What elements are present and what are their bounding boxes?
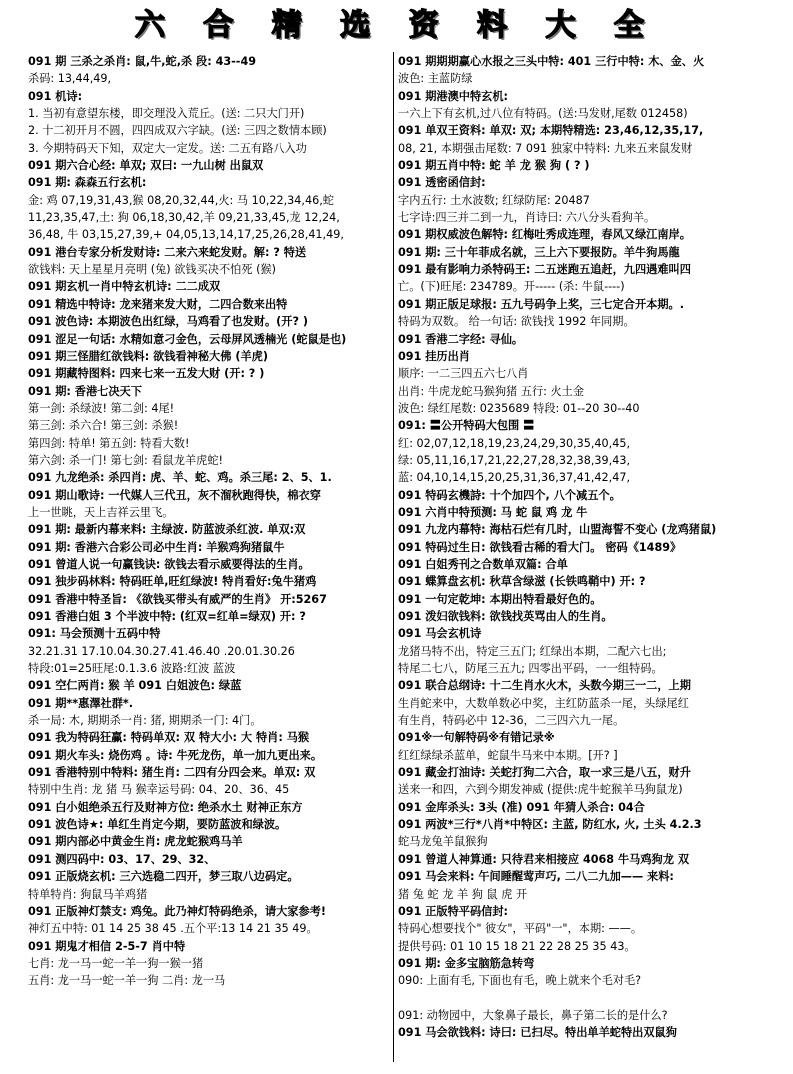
text-line: 第六剑: 杀一门! 第七剑: 看鼠龙羊虎蛇! [28, 453, 223, 467]
text-line: 091 蝶算盘玄机: 秋草含绿滋 (长铁鸣鞘中) 开: ? [398, 575, 646, 589]
text-line: 091 白姐秀刊之合数单双篇: 合单 [398, 557, 568, 571]
text-line: 一六上下有玄机,过八位有特码。(送:马发财,尾数 012458) [398, 107, 688, 121]
text-line: 091 期玄机一肖中特玄机诗: 二二成双 [28, 280, 221, 294]
text-line: 091 期藏特图料: 四来七来一五发大财 (开: ? ) [28, 367, 265, 381]
text-line: 绿: 05,11,16,17,21,22,27,28,32,38,39,43, [398, 453, 631, 467]
text-line: 091※一句解特码※有错记录※ [398, 731, 555, 745]
text-line: 红: 02,07,12,18,19,23,24,29,30,35,40,45, [398, 436, 631, 450]
text-line: 顺序: 一二三四五六七八肖 [398, 367, 529, 381]
text-line: 091 联合总纲诗: 十二生肖水火木，头数今期三一二，上期 [398, 679, 691, 693]
text-line: 特段:01=25旺尾:0.1.3.6 波路:红波 蓝波 [28, 662, 236, 676]
text-line: 七肖: 龙一马一蛇一羊一狗一猴一猪 [28, 956, 204, 970]
text-line: 有生肖，特码必中 12-36，二三四六九一尾。 [398, 714, 625, 728]
text-line: 091 六肖中特预测: 马 蛇 鼠 鸡 龙 牛 [398, 505, 588, 519]
text-line: 091 挂历出肖 [398, 349, 470, 363]
text-line: 091 金库杀头: 3头 (准) 091 年猜人杀合: 04合 [398, 800, 645, 814]
text-line: 091 泼妇欲钱料: 欲钱找英骂由人的生肖。 [398, 610, 613, 623]
text-line: 091 白小姐绝杀五行及财神方位: 绝杀水土 财神正东方 [28, 800, 303, 814]
text-line: 出肖: 牛虎龙蛇马猴狗猪 五行: 火土金 [398, 384, 585, 398]
text-line: 091: 〓公开特码大包围 〓 [398, 419, 535, 433]
text-line: 五肖: 龙一马一蛇一羊一狗 二肖: 龙一马 [28, 974, 226, 988]
text-line: 091 马会欲钱料: 诗曰: 已扫尽。特出单羊蛇特出双鼠狗 [398, 1026, 677, 1040]
text-line: 神灯五中特: 01 14 25 38 45 .五个平:13 14 21 35 49。 [28, 922, 318, 936]
text-line: 091: 动物园中，大象鼻子最长，鼻子第二长的是什么? [398, 1008, 668, 1022]
text-line: 第一剑: 杀绿波! 第二剑: 4尾! [28, 401, 175, 415]
text-line: 08, 21, 本期强击尾数: 7 091 独家中特料: 九来五来鼠发财 [398, 141, 693, 155]
text-line: 091 九龙绝杀: 杀四肖: 虎、羊、蛇、鸡。杀三尾: 2、5、1. [28, 471, 332, 485]
text-line: 第四剑: 特单! 第五剑: 特看大数! [28, 436, 190, 450]
text-line: 091 单双王资料: 单双: 双; 本期特精选: 23,46,12,35,17, [398, 124, 704, 138]
text-line: 091 期: 香港七决天下 [28, 384, 142, 398]
text-line: 091 期三怪腊红欲钱料: 欲钱看神秘大佛 (羊虎) [28, 349, 268, 363]
text-line: 36,48, 牛 03,15,27,39,+ 04,05,13,14,17,25,26,28,41,49, [28, 228, 344, 242]
text-line: 猪 兔 蛇 龙 羊 狗 鼠 虎 开 [398, 887, 528, 901]
text-line: 特尾二七八，防尾三五九; 四零出平码，一一组特码。 [398, 662, 663, 676]
text-line: 091 九龙内幕特: 海枯石烂有几时，山盟海誓不变心 (龙鸡猪鼠) [398, 523, 717, 537]
text-line: 蛇马龙兔羊鼠猴狗 [398, 835, 488, 849]
text-line: 龙猪马特不出，特定三五门; 红绿出本期，二配六七出; [398, 644, 667, 658]
text-line: 091: 马会预测十五码中特 [28, 627, 161, 641]
text-line: 091 曾道人说一句赢钱诀: 欲钱去看示威要得法的生肖。 [28, 557, 310, 571]
page-title: 六 合 精 选 资 料 大 全 [134, 8, 659, 43]
text-line: 091 期六合心经: 单双; 双曰: 一九山树 出鼠双 [28, 159, 264, 173]
text-line: 091 藏金打油诗: 关蛇打狗二六合，取一求三是八五，财升 [398, 766, 691, 780]
text-line: 11,23,35,47,土: 狗 06,18,30,42,羊 09,21,33,45,龙 12,24, [28, 211, 340, 225]
text-line: 蓝: 04,10,14,15,20,25,31,36,37,41,42,47, [398, 471, 631, 485]
text-line: 091 波色诗★: 单红生肖定今期，要防蓝波和绿波。 [28, 818, 287, 832]
text-line: 特码为双数。 给一句话: 欲钱找 1992 年同期。 [398, 315, 635, 329]
text-line: 091 期五肖中特: 蛇 羊 龙 猴 狗 ( ? ) [398, 159, 590, 173]
text-line: 亡。(下)旺尾: 234789。开----- (杀: 牛鼠----) [398, 280, 625, 294]
text-line: 091 正版烧玄机: 三六选稳二四开，梦三取八边码定。 [28, 870, 299, 884]
right-column [398, 53, 766, 1042]
text-line: 091 波色诗: 本期波色出红绿，马鸡看了也发财。(开? ) [28, 315, 308, 329]
text-line: 091 正版神灯禁支: 鸡兔。此乃神灯特码绝杀，请大家参考! [28, 904, 327, 918]
text-line: 091 机诗: [28, 89, 83, 103]
text-line: 091 期 三杀之杀肖: 鼠,牛,蛇,杀 段: 43--49 [28, 55, 257, 68]
text-line: 090: 上面有毛, 下面也有毛，晚上就来个毛对毛? [398, 974, 642, 988]
text-line: 091 期权威波色解特: 红梅吐秀成连理，春风又绿江南岸。 [398, 228, 691, 242]
text-line: 特别中生肖: 龙 猪 马 猴幸运号码: 04、20、36、45 [28, 783, 290, 797]
text-line: 091 期山歌诗: 一代媒人三代丑，灰不溜秋跑得快，棉衣穿 [28, 488, 321, 502]
text-line: 第三剑: 杀六合! 第三剑: 杀猴! [28, 419, 179, 433]
text-line: 091 期: 香港六合彩公司必中生肖: 羊猴鸡狗猪鼠牛 [28, 540, 285, 554]
text-line: 091 期火车头: 烧伤鸡 。诗: 牛死龙伤，单一加九更出来。 [28, 748, 323, 762]
text-line: 091 港台专家分析发财诗: 二来六来蛇发财。解: ? 特送 [28, 245, 307, 259]
text-line: 特码心想要找个" 彼女"，平码"一"，本期: ——。 [398, 922, 643, 936]
text-line: 特单特肖: 狗鼠马羊鸡猪 [28, 887, 148, 901]
text-line: 091 两波*三行*八肖*中特区: 主蓝, 防红水, 火, 土头 4.2.3 [398, 818, 702, 832]
text-line [398, 990, 766, 1007]
text-line: 091 期期期赢心水报之三头中特: 401 三行中特: 木、金、火 [398, 55, 705, 68]
text-line: 送来一和四，六到今期发神威 (提供:虎牛蛇猴羊马狗鼠龙) [398, 783, 683, 797]
text-line: 091 香港白姐 3 个半波中特: (红双=红单=绿双) 开: ? [28, 610, 306, 623]
text-line: 091 期: 最新内幕来料: 主绿波. 防蓝波杀红波. 单双:双 [28, 523, 306, 537]
text-line: 091 期: 三十年菲成名就，三上六下要报防。羊牛狗馬龍 [398, 245, 680, 259]
text-line: 091 期鬼才相信 2-5-7 肖中特 [28, 939, 186, 953]
text-line: 杀码: 13,44,49, [28, 72, 112, 86]
text-line: 波色: 主蓝防绿 [398, 72, 473, 86]
text-line: 波色: 绿红尾数: 0235689 特段: 01--20 30--40 [398, 401, 640, 415]
text-line: 091 特码过生日: 欲钱看古稀的看大门。 密码《1489》 [398, 540, 682, 554]
text-line: 提供号码: 01 10 15 18 21 22 28 25 35 43。 [398, 939, 636, 953]
text-line: 七字诗:四三并二到一九，肖诗曰: 六八分头看狗羊。 [398, 211, 656, 225]
text-line: 091 香港特别中特料: 猪生肖: 二四有分四会来。单双: 双 [28, 766, 316, 780]
text-line: 091 期: 金多宝脑筋急转弯 [398, 956, 535, 970]
text-line: 091 期港澳中特玄机: [398, 89, 509, 103]
text-line: 091 一句定乾坤: 本期出特看最好色的。 [398, 592, 602, 606]
left-column [28, 53, 390, 990]
text-line: 091 透密函信封: [398, 176, 486, 190]
text-line: 欲钱料: 天上星星月亮明 (兔) 欲钱买决不怕死 (猴) [28, 263, 277, 277]
text-line: 091 正版特平码信封: [398, 904, 509, 918]
text-line: 091 测四码中: 03、17、29、32、 [28, 852, 216, 866]
text-line: 091 涩足一句话: 水精如意刁金色，云母屏风透楠光 (蛇鼠是也) [28, 332, 347, 346]
text-line: 上一世眺，天上吉祥云里飞。 [28, 505, 174, 519]
text-line: 生肖蛇来中，大数单数必中奖，主红防蓝杀一尾，头绿尾红 [398, 696, 689, 710]
text-line: 091 期内部必中黄金生肖: 虎龙蛇猴鸡马羊 [28, 835, 243, 849]
text-line: 091 空仁两肖: 猴 羊 091 白姐波色: 绿蓝 [28, 679, 242, 693]
text-line: 091 独步码林料: 特码旺单,旺红绿波! 特肖看好:兔牛猪鸡 [28, 575, 317, 589]
text-line: 091 马会玄机诗 [398, 627, 482, 641]
text-line: 091 马会来料: 午间睡醒莺声巧, 二八二九加—— 来料: [398, 870, 674, 884]
text-line: 091 期: 森森五行玄机: [28, 176, 147, 190]
text-line: 金: 鸡 07,19,31,43,猴 08,20,32,44,火: 马 10,22,34,46,蛇 [28, 193, 334, 207]
text-line: 091 精选中特诗: 龙来猪来发大财，二四合数来出特 [28, 297, 288, 311]
text-line: 091 香港二字经: 寻仙。 [398, 332, 524, 346]
text-line: 32.21.31 17.10.04.30.27.41.46.40 .20.01.30.26 [28, 644, 295, 658]
text-line: 091 我为特码狂赢: 特码单双: 双 特大小: 大 特肖: 马猴 [28, 731, 310, 745]
text-line: 1. 当初有意望东楼，即交理没入荒丘。(送: 二只大门开) [28, 107, 305, 121]
text-line: 091 期正版足球报: 五九号码争上奖，三七定合开本期。. [398, 297, 684, 311]
text-line: 091 期**惠澤社群*. [28, 696, 133, 710]
text-line: 杀一局: 木, 期期杀一肖: 猪, 期期杀一门: 4门。 [28, 714, 262, 728]
column-divider [393, 52, 394, 1062]
text-line: 091 特码玄機詩: 十个加四个, 八个减五个。 [398, 488, 621, 502]
text-line: 字内五行: 土水波数; 红绿防尾: 20487 [398, 193, 590, 207]
text-line: 091 最有影响力杀特码王: 二五迷跑五追赶，九四遇难叫四 [398, 263, 691, 277]
text-line: 3. 今期特码天下知，双定大一定发。送: 二五有路八入功 [28, 141, 307, 155]
text-line: 091 香港中特圣旨: 《欲钱买带头有威严的生肖》 开:5267 [28, 592, 327, 606]
text-line: 091 曾道人神算通: 只待君来相接应 4068 牛马鸡狗龙 双 [398, 852, 690, 866]
text-line: 红红绿绿杀蓝单，蛇鼠牛马来中本期。[开? ] [398, 748, 618, 762]
text-line: 2. 十二初开月不圆，四四成双六字缺。(送: 三四之数情本顾) [28, 124, 327, 138]
